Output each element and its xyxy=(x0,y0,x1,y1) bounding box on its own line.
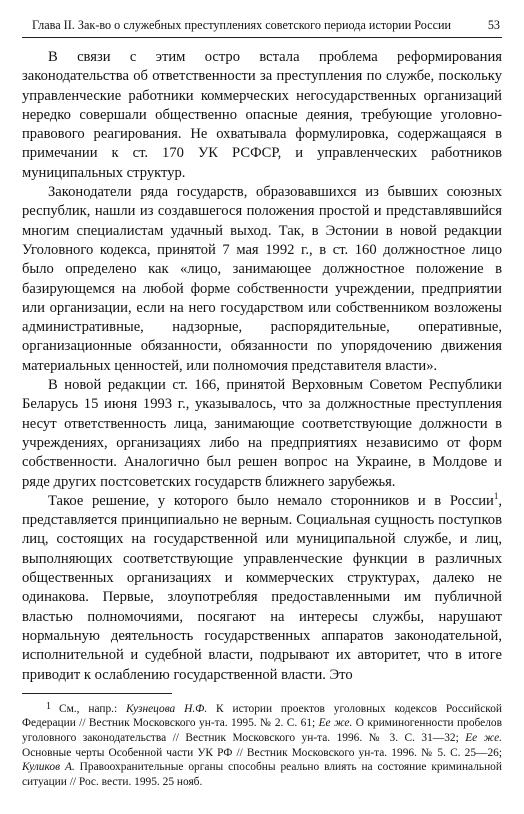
footnote-author: Куликов А. xyxy=(22,761,75,774)
footnote xyxy=(22,700,502,790)
footnote-text: О криминогенности пробелов уголовного законодательства // Вестник Московского ун-та. 1996. № 3. С. 31—32; xyxy=(22,717,502,744)
chapter-title: Глава II. Зак-во о служебных преступлениях советского периода истории России xyxy=(32,18,452,32)
footnote-text: См., напр.: xyxy=(59,702,127,715)
footnote-mark: 1 xyxy=(46,700,51,712)
footnote-author: Ее же. xyxy=(318,717,353,730)
paragraph: В связи с этим остро встала проблема реформирования законодательства об ответственности за преступления по службе, поскольку управленческие работники коммерческих негосударственных организаций нередко совершали общественно опасные деяния, требующие уголовно-правового реагирования. Не охватывала формулировка, содержащаяся в примечании к ст. 170 УК РСФСР, и управленческих работников муниципальных структур. xyxy=(22,49,502,181)
footnote-text: Правоохранительные органы способны реально влиять на состояние криминальной ситуации // Рос. вести. 1995. 25 нояб. xyxy=(22,761,502,788)
footnote-text: К истории проектов уголовных кодексов Российской Федерации // Вестник Московского ун-та. 1995. № 2. С. 61; xyxy=(22,702,502,730)
paragraph-text: Такое решение, у которого было немало сторонников и в России xyxy=(48,492,494,509)
paragraph: В новой редакции ст. 166, принятой Верховным Советом Республики Беларусь 15 июня 1993 г., указывалось, что за должностные преступления несут ответственность лица, занимающие соответствующие должности в учреждениях, организациях либо на предприятиях независимо от форм собственности. Аналогично был решен вопрос на Украине, в Молдове и ряде других постсоветских государств ближнего зарубежья. xyxy=(22,377,502,490)
footnote-reference[interactable]: 1 xyxy=(493,490,499,501)
footnote-author: Ее же. xyxy=(465,731,503,744)
paragraph-text: , представляется принципиально не верным. Социальная сущность поступков лиц, состоящих на государственной или муниципальной службе, и лиц, выполняющих соответствующие управленческие функции в различных общественных организациях и коммерческих структурах, далеко не одинакова. Первые, злоупотребляя предоставленными им публичной властью полномочиями, посягают на интересы службы, нарушают нормальную деятельность государственных аппаратов законодательной, исполнительной и судебной власти, подрывают их авторитет, что в итоге приводит к ослаблению государственной власти. Это xyxy=(22,492,502,683)
main-text xyxy=(22,48,502,685)
footnote-divider xyxy=(22,693,172,694)
page-number: 53 xyxy=(487,18,500,32)
footnote-text: Основные черты Особенной части УК РФ // Вестник Московского ун-та. 1996. № 5. С. 25—26; xyxy=(22,746,502,759)
footnotes xyxy=(22,700,502,790)
footnote-author: Кузнецова Н.Ф. xyxy=(126,702,208,715)
running-header xyxy=(22,18,502,38)
paragraph xyxy=(22,492,502,685)
paragraph: Законодатели ряда государств, образовавшихся из бывших союзных республик, нашли из создавшегося положения простой и представлявшийся многим специалистам удачный выход. Так, в Эстонии в новой редакции Уголовного кодекса, принятой 7 мая 1992 г., в ст. 160 должностное лицо было определено как «лицо, занимающее должностное положение в базирующемся на любой форме собственности учреждении, предприятии или организации, если на него государством или собственником возложены административные, надзорные, распорядительные, оперативные, организационные обязанности, обязанности по упорядочению движения материальных ценностей, или полномочия представителя власти». xyxy=(22,184,502,374)
